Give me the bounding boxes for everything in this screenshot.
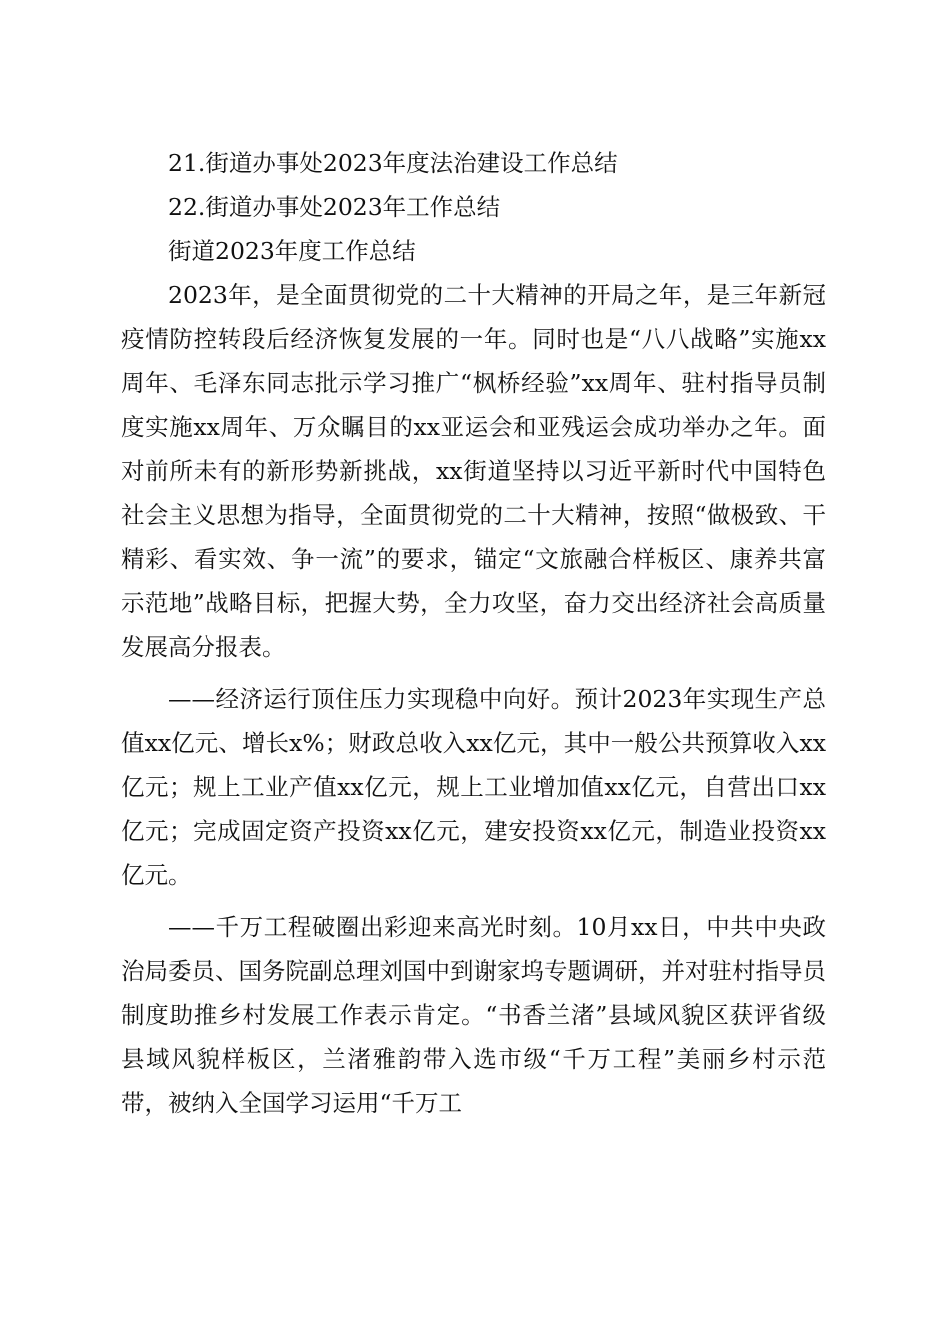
paragraph-thousand-project: ——千万工程破圈出彩迎来高光时刻。10月xx日，中共中央政治局委员、国务院副总理刘国中到谢家坞专题调研，并对驻村指导员制度助推乡村发展工作表示肯定。“书香兰渚”县域风貌区获评省级县域风貌样板区，兰渚雅韵带入选市级“千万工程”美丽乡村示范带，被纳入全国学习运用“千万工 [121,913,826,1117]
document-title: 街道2023年度工作总结 [168,237,416,265]
paragraph-intro: 2023年，是全面贯彻党的二十大精神的开局之年，是三年新冠疫情防控转段后经济恢复发展的一年。同时也是“八八战略”实施xx周年、毛泽东同志批示学习推广“枫桥经验”xx周年、驻村指导员制度实施xx周年、万众瞩目的xx亚运会和亚残运会成功举办之年。面对前所未有的新形势新挑战，xx街道坚持以习近平新时代中国特色社会主义思想为指导，全面贯彻党的二十大精神，按照“做极致、干精彩、看实效、争一流”的要求，锚定“文旅融合样板区、康养共富示范地”战略目标，把握大势，全力攻坚，奋力交出经济社会高质量发展高分报表。 [121,281,826,661]
list-item-22: 22.街道办事处2023年工作总结 [168,193,501,221]
list-item-21: 21.街道办事处2023年度法治建设工作总结 [168,149,618,177]
document-body [121,141,826,1125]
paragraph-economy: ——经济运行顶住压力实现稳中向好。预计2023年实现生产总值xx亿元、增长x%；财政总收入xx亿元，其中一般公共预算收入xx亿元；规上工业产值xx亿元，规上工业增加值xx亿元，自营出口xx亿元；完成固定资产投资xx亿元，建安投资xx亿元，制造业投资xx亿元。 [121,685,826,889]
